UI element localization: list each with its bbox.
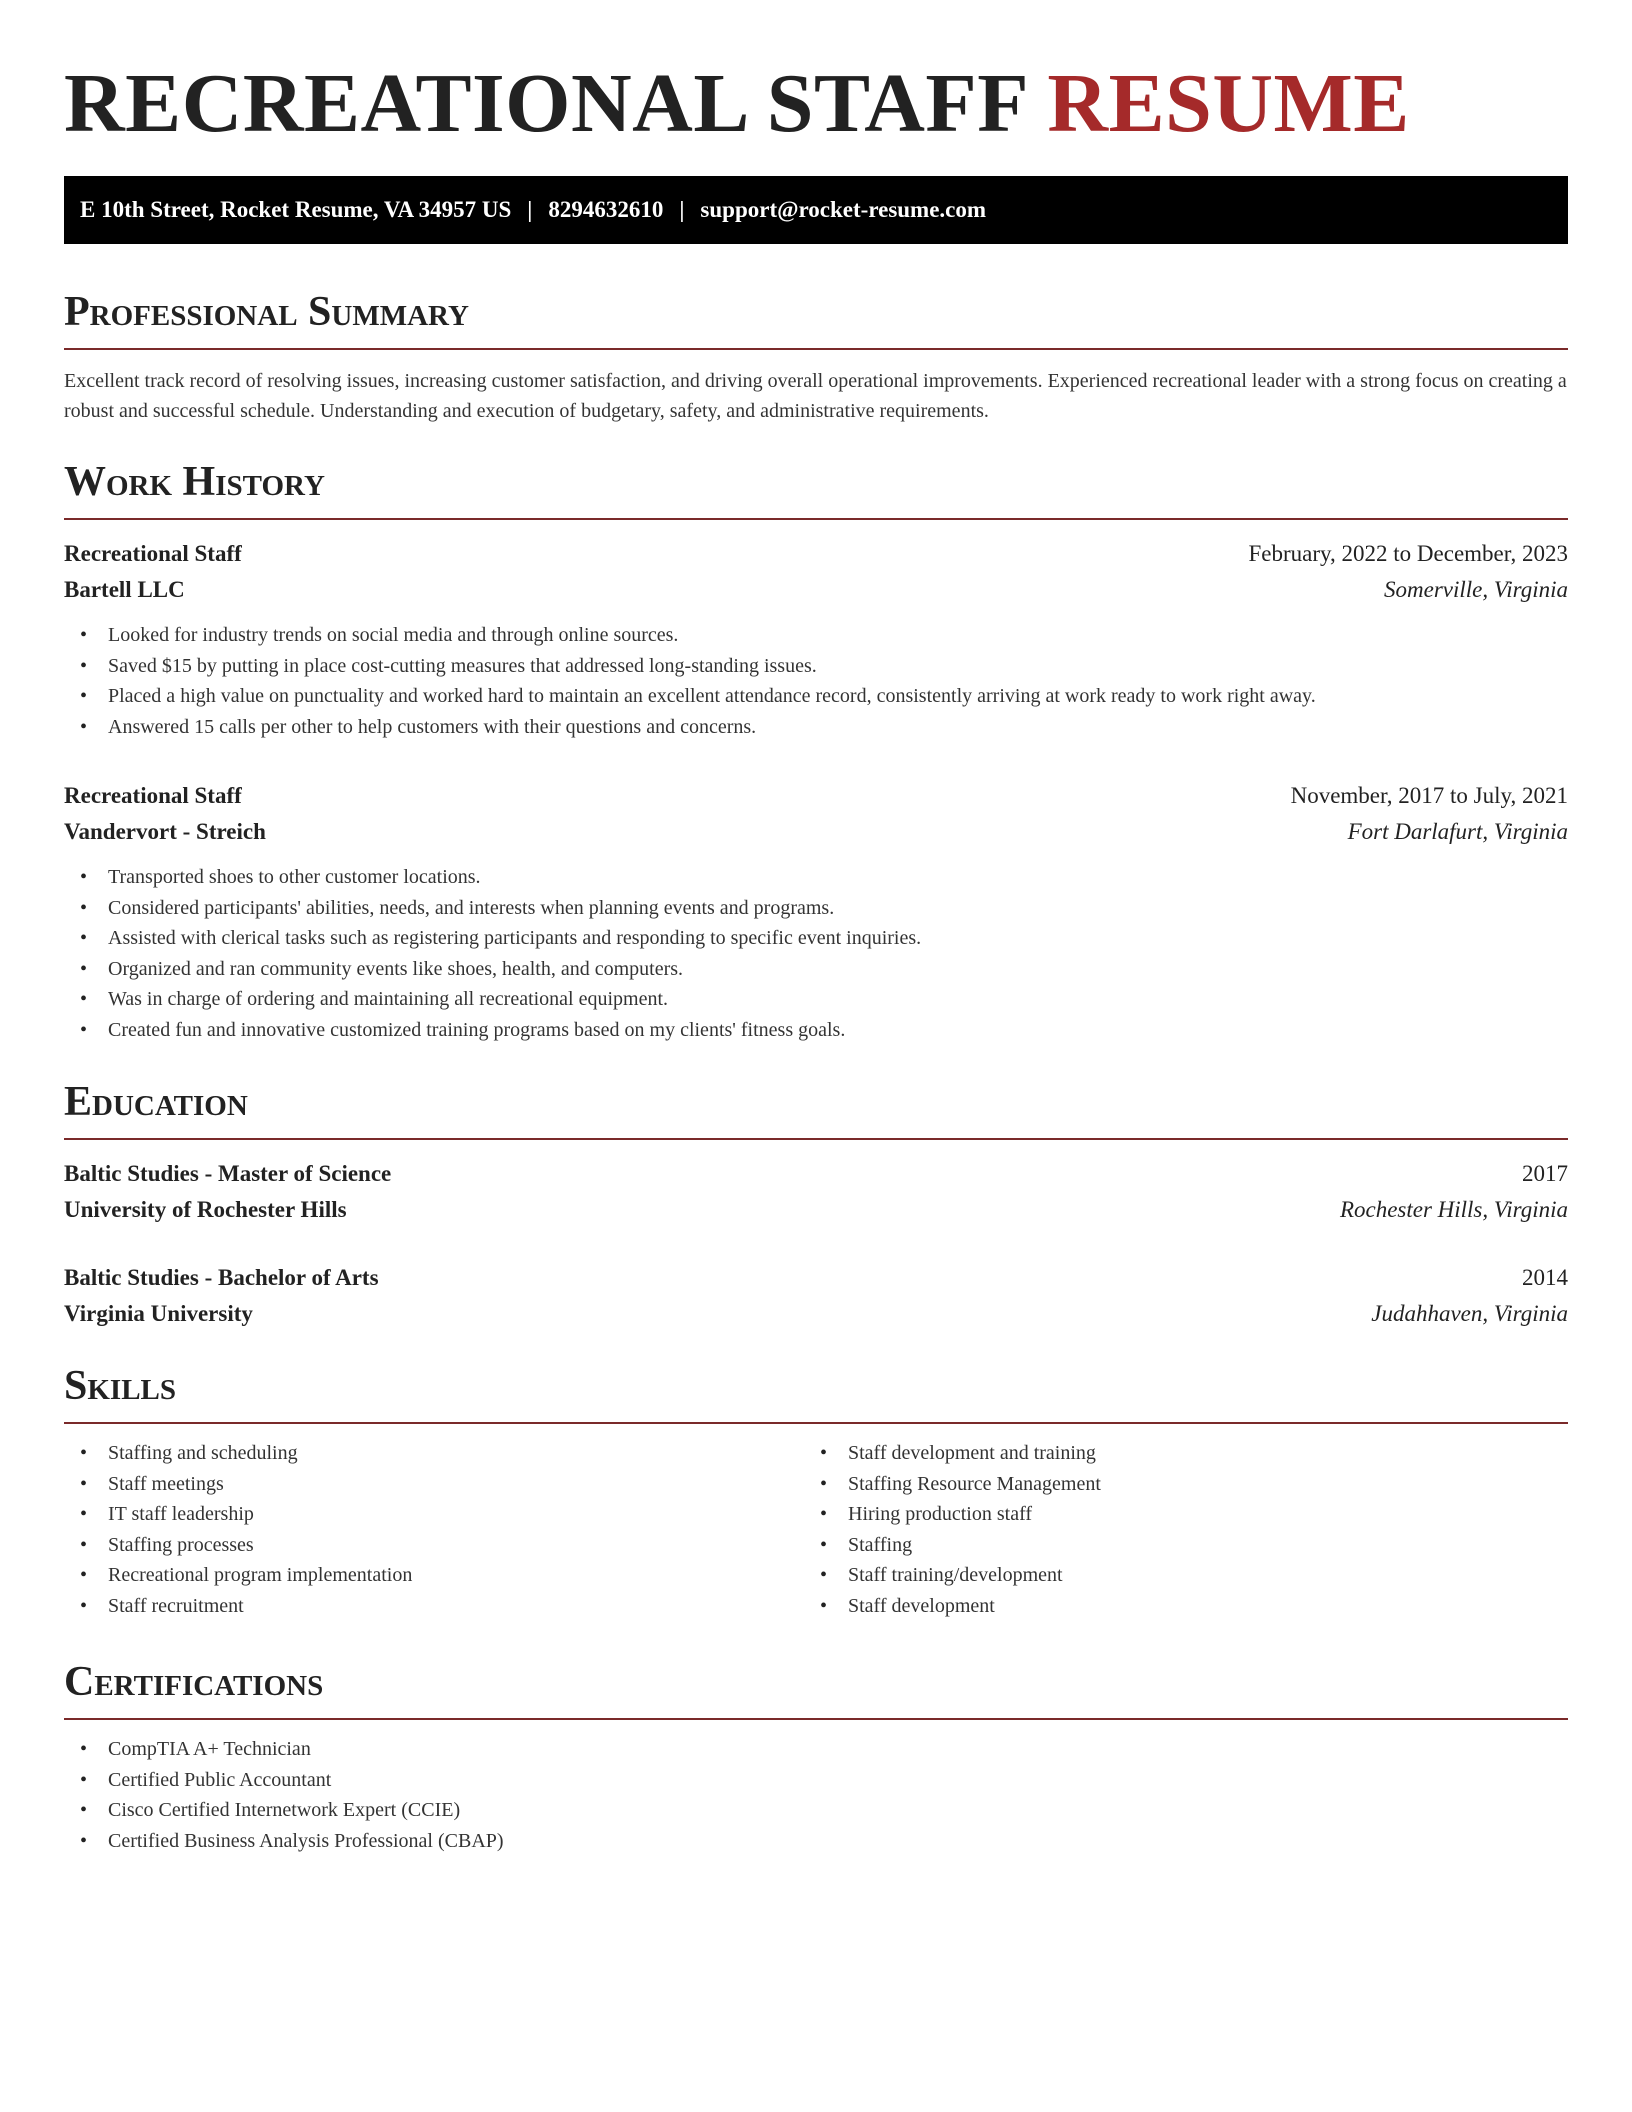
list-item: • Placed a high value on punctuality and worked hard to maintain an excellent attendance record, consistently arriving at work ready to work right away.	[64, 681, 1568, 712]
section-divider	[64, 1138, 1568, 1140]
education-school-row	[64, 1296, 1568, 1332]
section-divider	[64, 348, 1568, 350]
job-company-row	[64, 814, 1568, 850]
job-location: Somerville, Virginia	[1384, 577, 1568, 602]
school-name: University of Rochester Hills	[64, 1197, 347, 1222]
job-entry	[64, 536, 1568, 742]
section-heading: Skills	[64, 1363, 177, 1409]
job-company-row	[64, 572, 1568, 608]
skills-section	[64, 1360, 1568, 1621]
list-item: • Staffing	[804, 1530, 1544, 1561]
list-item: • Saved $15 by putting in place cost-cutting measures that addressed long-standing issues.	[64, 651, 1568, 682]
contact-separator: |	[527, 197, 533, 222]
section-divider	[64, 518, 1568, 520]
summary-text: Excellent track record of resolving issues, increasing customer satisfaction, and driving overall operational improvements. Experienced recreational leader with a strong focus on creating a robust and successful schedule. Understanding and execution of budgetary, safety, and administrative requirements.	[64, 370, 1567, 422]
school-location: Rochester Hills, Virginia	[1339, 1197, 1568, 1222]
list-item: • Answered 15 calls per other to help customers with their questions and concerns.	[64, 712, 1568, 743]
list-item: • Certified Public Accountant	[64, 1765, 1568, 1796]
section-heading: Professional Summary	[64, 289, 469, 335]
title-accent: RESUME	[1047, 57, 1410, 150]
degree: Baltic Studies - Bachelor of Arts	[64, 1265, 379, 1290]
list-item: • Was in charge of ordering and maintaining all recreational equipment.	[64, 984, 1568, 1015]
list-item: • Certified Business Analysis Professional (CBAP)	[64, 1826, 1568, 1857]
section-heading: Work History	[64, 459, 325, 505]
title-main: RECREATIONAL STAFF	[64, 57, 1026, 150]
list-item: • Staff development	[804, 1591, 1544, 1622]
graduation-year: 2014	[1522, 1265, 1568, 1290]
list-item: • Transported shoes to other customer locations.	[64, 862, 1568, 893]
section-heading: Education	[64, 1079, 248, 1125]
list-item: • Hiring production staff	[804, 1499, 1544, 1530]
section-divider	[64, 1718, 1568, 1720]
certifications-list	[64, 1734, 1568, 1856]
list-item: • IT staff leadership	[64, 1499, 804, 1530]
list-item: • Staff recruitment	[64, 1591, 804, 1622]
contact-email[interactable]: support@rocket-resume.com	[700, 197, 987, 222]
list-item: • Staffing and scheduling	[64, 1438, 804, 1469]
job-header-row	[64, 536, 1568, 572]
list-item: • Staff training/development	[804, 1560, 1544, 1591]
list-item: • Organized and ran community events like shoes, health, and computers.	[64, 954, 1568, 985]
job-company: Vandervort - Streich	[64, 819, 266, 844]
job-dates: November, 2017 to July, 2021	[1290, 783, 1568, 808]
list-item: • Assisted with clerical tasks such as registering participants and responding to specific event inquiries.	[64, 923, 1568, 954]
list-item: • Cisco Certified Internetwork Expert (CCIE)	[64, 1795, 1568, 1826]
education-header-row	[64, 1156, 1568, 1192]
list-item: • Created fun and innovative customized training programs based on my clients' fitness goals.	[64, 1015, 1568, 1046]
list-item: • Recreational program implementation	[64, 1560, 804, 1591]
list-item: • CompTIA A+ Technician	[64, 1734, 1568, 1765]
summary-section	[64, 286, 1568, 426]
list-item: • Staffing processes	[64, 1530, 804, 1561]
education-header-row	[64, 1260, 1568, 1296]
school-name: Virginia University	[64, 1301, 253, 1326]
skills-list-left	[64, 1438, 804, 1621]
contact-phone: 8294632610	[548, 197, 664, 222]
graduation-year: 2017	[1522, 1161, 1568, 1186]
contact-separator: |	[679, 197, 685, 222]
work-history-section	[64, 456, 1568, 520]
list-item: • Considered participants' abilities, needs, and interests when planning events and programs.	[64, 893, 1568, 924]
section-divider	[64, 1422, 1568, 1424]
list-item: • Staff meetings	[64, 1469, 804, 1500]
education-section	[64, 1076, 1568, 1140]
job-company: Bartell LLC	[64, 577, 185, 602]
list-item: • Staff development and training	[804, 1438, 1544, 1469]
certifications-section	[64, 1656, 1568, 1856]
education-school-row	[64, 1192, 1568, 1228]
job-header-row	[64, 778, 1568, 814]
job-dates: February, 2022 to December, 2023	[1248, 541, 1568, 566]
list-item: • Looked for industry trends on social media and through online sources.	[64, 620, 1568, 651]
list-item: • Staffing Resource Management	[804, 1469, 1544, 1500]
education-entry	[64, 1260, 1568, 1332]
skills-list-right	[804, 1438, 1544, 1621]
job-entry	[64, 778, 1568, 1045]
job-duties-list	[64, 862, 1568, 1045]
contact-bar	[64, 176, 1568, 244]
job-title: Recreational Staff	[64, 783, 242, 808]
resume-title	[64, 56, 1410, 152]
contact-address: E 10th Street, Rocket Resume, VA 34957 US	[80, 197, 512, 222]
school-location: Judahhaven, Virginia	[1371, 1301, 1568, 1326]
education-entry	[64, 1156, 1568, 1228]
degree: Baltic Studies - Master of Science	[64, 1161, 392, 1186]
job-duties-list	[64, 620, 1568, 742]
job-title: Recreational Staff	[64, 541, 242, 566]
skills-columns	[64, 1438, 1568, 1621]
section-heading: Certifications	[64, 1659, 324, 1705]
job-location: Fort Darlafurt, Virginia	[1347, 819, 1568, 844]
